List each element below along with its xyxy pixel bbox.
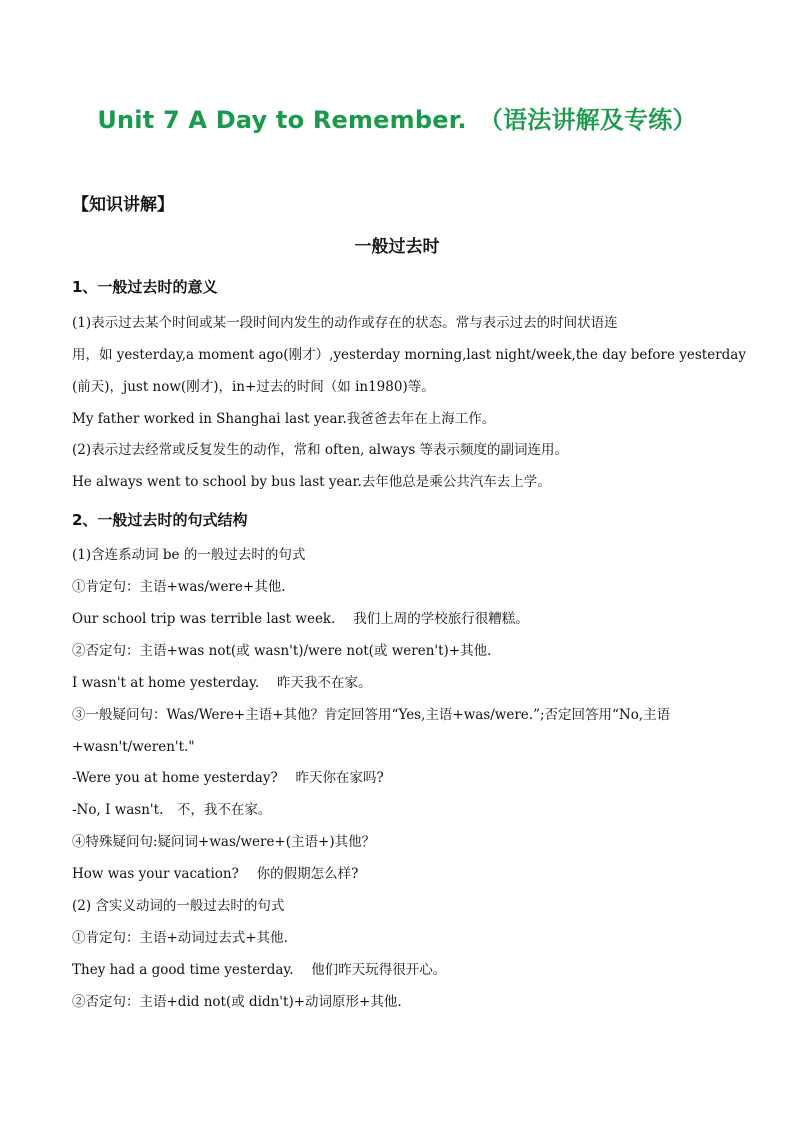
text-line: (2)表示过去经常或反复发生的动作，常和 often, always 等表示频度的副词连用。 xyxy=(72,442,569,458)
text-line: ②否定句：主语+was not(或 wasn't)/were not(或 weren't)+其他. xyxy=(72,643,492,659)
text-line: ①肯定句：主语+动词过去式+其他. xyxy=(72,930,288,946)
text-line: (1)表示过去某个时间或某一段时间内发生的动作或存在的状态。常与表示过去的时间状语连 xyxy=(72,315,618,331)
text-line: ①肯定句：主语+was/were+其他. xyxy=(72,579,286,595)
text-line: +wasn't/weren't." xyxy=(72,739,195,755)
text-line: -No, I wasn't. 不，我不在家。 xyxy=(72,802,272,818)
text-line: He always went to school by bus last year.去年他总是乘公共汽车去上学。 xyxy=(72,474,551,490)
heading-meaning: 1、一般过去时的意义 xyxy=(72,278,218,296)
text-line: How was your vacation? 你的假期怎么样? xyxy=(72,866,359,882)
text-line: 用，如 yesterday,a moment ago(刚才）,yesterday morning,last night/week,the day before yesterday xyxy=(72,347,746,363)
text-line: (1)含连系动词 be 的一般过去时的句式 xyxy=(72,547,306,563)
text-line: (前天)，just now(刚才)，in+过去的时间（如 in1980)等。 xyxy=(72,379,435,395)
text-line: -Were you at home yesterday? 昨天你在家吗? xyxy=(72,770,384,786)
section-subtitle: 一般过去时 xyxy=(354,237,440,257)
text-line: (2) 含实义动词的一般过去时的句式 xyxy=(72,898,285,914)
text-line: ④特殊疑问句:疑问词+was/were+(主语+)其他？ xyxy=(72,834,376,850)
text-line: Our school trip was terrible last week. 我们上周的学校旅行很糟糕。 xyxy=(72,611,529,627)
text-line: ②否定句：主语+did not(或 didn't)+动词原形+其他. xyxy=(72,994,402,1010)
text-line: I wasn't at home yesterday. 昨天我不在家。 xyxy=(72,675,372,691)
text-line: ③一般疑问句：Was/Were+主语+其他？肯定回答用“Yes,主语+was/were.”;否定回答用“No,主语 xyxy=(72,707,671,723)
section-label: 【知识讲解】 xyxy=(72,195,174,215)
document-title: Unit 7 A Day to Remember. （语法讲解及专练） xyxy=(97,106,697,134)
heading-structure: 2、一般过去时的句式结构 xyxy=(72,511,248,529)
text-line: They had a good time yesterday. 他们昨天玩得很开心。 xyxy=(72,962,447,978)
text-line: My father worked in Shanghai last year.我爸爸去年在上海工作。 xyxy=(72,411,496,427)
